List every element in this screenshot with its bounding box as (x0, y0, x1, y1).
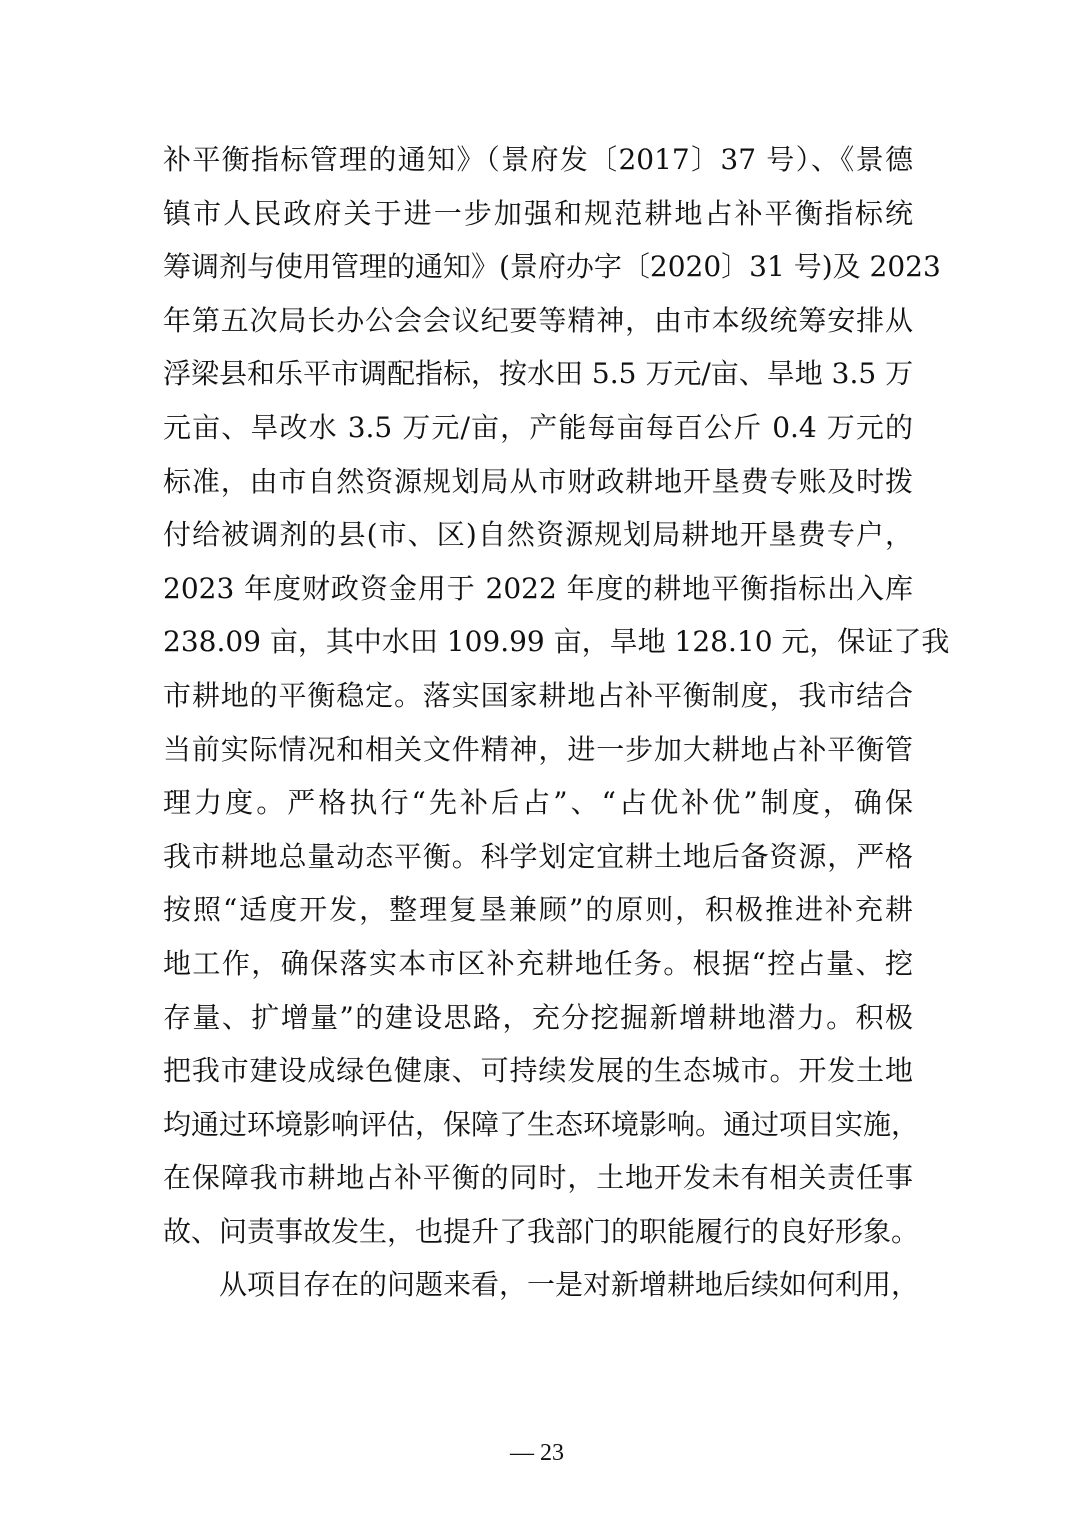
text-line: 存量、扩增量”的建设思路，充分挖掘新增耕地潜力。积极 (163, 1000, 913, 1034)
text-line: 浮梁县和乐平市调配指标，按水田 5.5 万元/亩、旱地 3.5 万 (163, 357, 914, 391)
text-line: 镇市人民政府关于进一步加强和规范耕地占补平衡指标统 (163, 196, 913, 230)
page-number: — 23 (510, 1440, 564, 1466)
text-line: 在保障我市耕地占补平衡的同时，土地开发未有相关责任事 (163, 1161, 913, 1195)
text-line: 把我市建设成绿色健康、可持续发展的生态城市。开发土地 (163, 1054, 913, 1088)
text-line: 238.09 亩，其中水田 109.99 亩，旱地 128.10 元，保证了我 (163, 625, 950, 659)
text-line: 我市耕地总量动态平衡。科学划定宜耕土地后备资源，严格 (163, 839, 913, 873)
text-line: 2023 年度财政资金用于 2022 年度的耕地平衡指标出入库 (163, 571, 913, 605)
text-line: 市耕地的平衡稳定。落实国家耕地占补平衡制度，我市结合 (163, 678, 913, 712)
text-line: 标准，由市自然资源规划局从市财政耕地开垦费专账及时拨 (163, 464, 913, 498)
text-line: 地工作，确保落实本市区补充耕地任务。根据“控占量、挖 (163, 946, 913, 980)
text-line: 理力度。严格执行“先补后占”、“占优补优”制度，确保 (163, 786, 913, 820)
text-line: 补平衡指标管理的通知》（景府发〔2017〕37 号）、《景德 (163, 143, 913, 176)
body-text (163, 133, 950, 1312)
text-line: 年第五次局长办公会会议纪要等精神，由市本级统筹安排从 (163, 303, 913, 337)
text-line: 付给被调剂的县(市、区)自然资源规划局耕地开垦费专户， (163, 518, 913, 552)
paragraph-start-line: 从项目存在的问题来看，一是对新增耕地后续如何利用， (219, 1268, 920, 1302)
text-line: 故、问责事故发生，也提升了我部门的职能履行的良好形象。 (163, 1214, 920, 1248)
text-line: 筹调剂与使用管理的通知》(景府办字〔2020〕31 号)及 2023 (163, 250, 941, 284)
text-line: 均通过环境影响评估，保障了生态环境影响。通过项目实施， (163, 1107, 920, 1141)
text-line: 元亩、旱改水 3.5 万元/亩，产能每亩每百公斤 0.4 万元的 (163, 410, 913, 444)
text-line: 按照“适度开发，整理复垦兼顾”的原则，积极推进补充耕 (163, 893, 913, 927)
text-line: 当前实际情况和相关文件精神，进一步加大耕地占补平衡管 (163, 732, 913, 766)
